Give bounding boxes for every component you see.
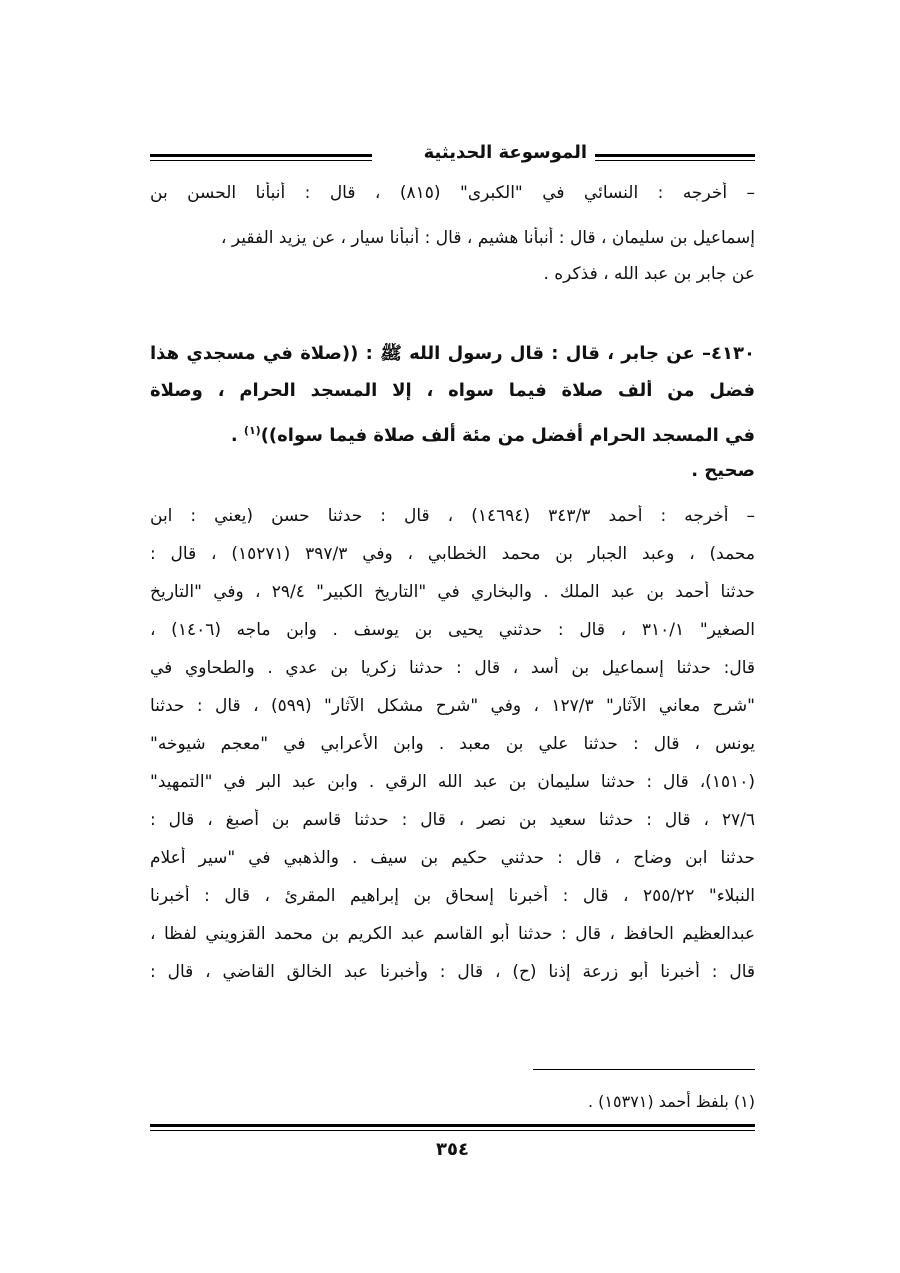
hadith-line-3-tail: . bbox=[230, 425, 244, 446]
takhrij1-line-1: – أخرجه : النسائي في "الكبرى" (٨١٥) ، قال : أنبأنا الحسن بن bbox=[150, 183, 755, 203]
hadith-grade: صحيح . bbox=[691, 460, 755, 481]
hadith-line-3 bbox=[150, 420, 755, 447]
takhrij2-line-2: محمد) ، وعبد الجبار بن محمد الخطابي ، وفي ٣٩٧/٣ (١٥٢٧١) ، قال : bbox=[150, 544, 755, 564]
takhrij2-line-11: النبلاء" ٢٥٥/٢٢ ، قال : أخبرنا إسحاق بن إبراهيم المقرئ ، قال : أخبرنا bbox=[150, 886, 755, 906]
takhrij2-line-8: (١٥١٠)، قال : حدثنا سليمان بن عبد الله الرقي . وابن عبد البر في "التمهيد" bbox=[150, 772, 755, 792]
takhrij2-line-10: حدثنا ابن وضاح ، قال : حدثني حكيم بن سيف . والذهبي في "سير أعلام bbox=[150, 848, 755, 868]
footnote-marker: (١) bbox=[243, 424, 261, 437]
takhrij2-line-12: عبدالعظيم الحافظ ، قال : حدثنا أبو القاسم عبد الكريم بن محمد القزويني لفظا ، bbox=[150, 924, 755, 944]
hadith-line-3-text: في المسجد الحرام أفضل من مئة ألف صلاة فيما سواه)) bbox=[260, 425, 755, 446]
takhrij2-line-5: قال: حدثنا إسماعيل بن أسد ، قال : حدثنا زكريا بن عدي . والطحاوي في bbox=[150, 658, 755, 678]
page-number: ٣٥٤ bbox=[436, 1139, 469, 1160]
footnote: (١) بلفظ أحمد (١٥٣٧١) . bbox=[588, 1092, 755, 1111]
takhrij2-line-9: ٢٧/٦ ، قال : حدثنا سعيد بن نصر ، قال : حدثنا قاسم بن أصبغ ، قال : bbox=[150, 810, 755, 830]
document-page bbox=[150, 0, 755, 1273]
takhrij1-line-2: إسماعيل بن سليمان ، قال : أنبأنا هشيم ، قال : أنبأنا سيار ، عن يزيد الفقير ، bbox=[220, 228, 755, 248]
takhrij2-line-13: قال : أخبرنا أبو زرعة إذنا (ح) ، قال : وأخبرنا عبد الخالق القاضي ، قال : bbox=[150, 962, 755, 982]
footnote-separator bbox=[533, 1069, 755, 1070]
takhrij2-line-4: الصغير" ٣١٠/١ ، قال : حدثني يحيى بن يوسف . وابن ماجه (١٤٠٦) ، bbox=[150, 620, 755, 640]
bottom-rule bbox=[150, 1124, 755, 1131]
header-rule-left bbox=[150, 154, 372, 161]
hadith-line-1: ٤١٣٠– عن جابر ، قال : قال رسول الله ﷺ : ((صلاة في مسجدي هذا bbox=[150, 343, 755, 364]
takhrij2-line-3: حدثنا أحمد بن عبد الملك . والبخاري في "التاريخ الكبير" ٢٩/٤ ، وفي "التاريخ bbox=[150, 582, 755, 602]
header-rule-right bbox=[595, 154, 755, 161]
takhrij2-line-1: – أخرجه : أحمد ٣٤٣/٣ (١٤٦٩٤) ، قال : حدثنا حسن (يعني : ابن bbox=[150, 506, 755, 526]
takhrij2-line-7: يونس ، قال : حدثنا علي بن معبد . وابن الأعرابي في "معجم شيوخه" bbox=[150, 734, 755, 754]
takhrij2-line-6: "شرح معاني الآثار" ١٢٧/٣ ، وفي "شرح مشكل الآثار" (٥٩٩) ، قال : حدثنا bbox=[150, 696, 755, 716]
hadith-line-2: فضل من ألف صلاة فيما سواه ، إلا المسجد الحرام ، وصلاة bbox=[150, 380, 755, 401]
takhrij1-line-3: عن جابر بن عبد الله ، فذكره . bbox=[543, 264, 755, 284]
running-header bbox=[150, 142, 755, 171]
header-title: الموسوعة الحديثية bbox=[423, 142, 587, 163]
